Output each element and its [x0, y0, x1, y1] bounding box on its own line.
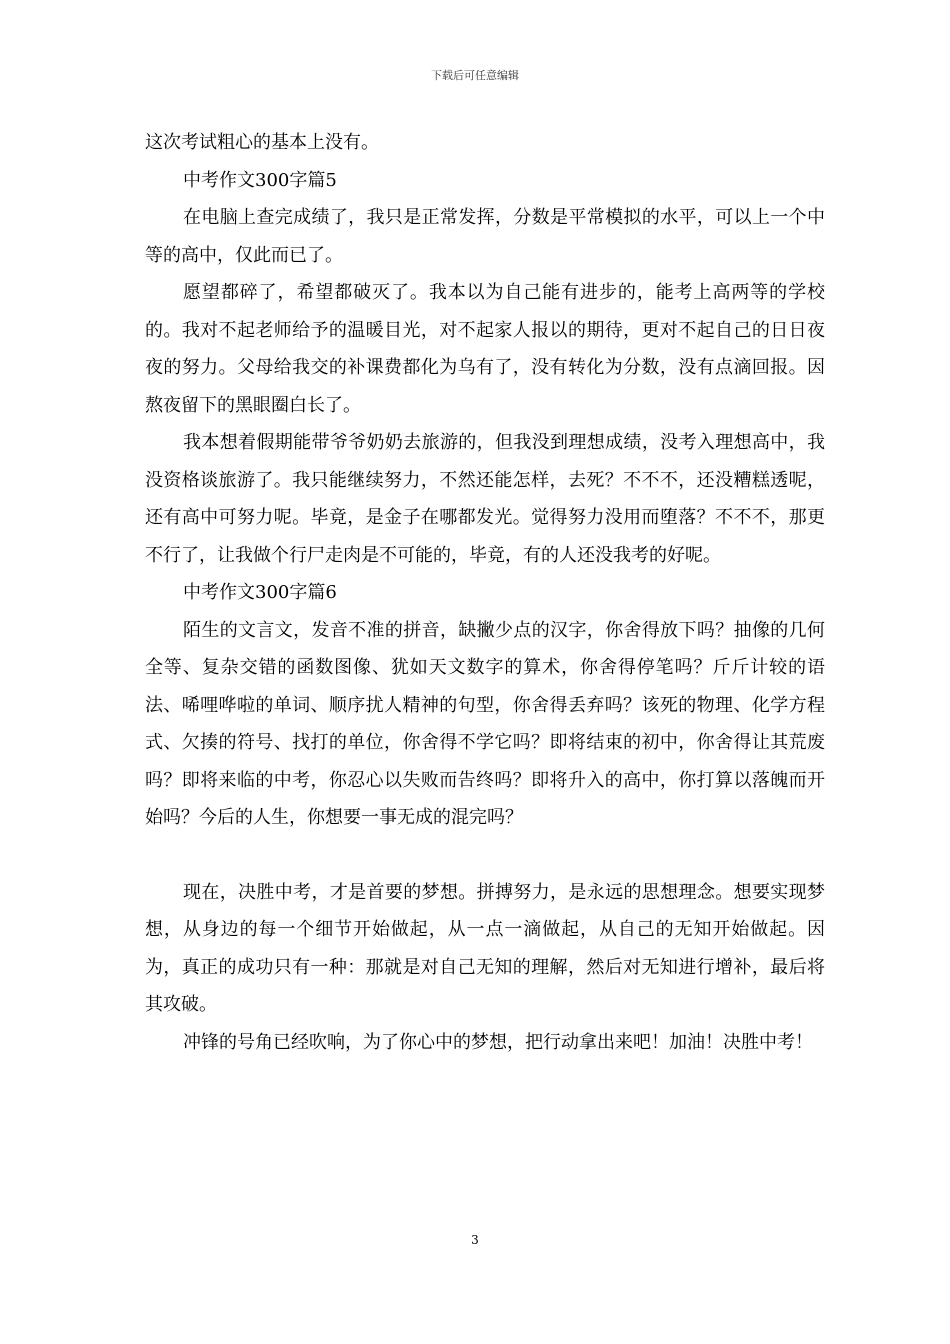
- paragraph: 愿望都碎了，希望都破灭了。我本以为自己能有进步的，能考上高两等的学校的。我对不起老师给予的温暖目光，对不起家人报以的期待，更对不起自己的日日夜夜的努力。父母给我交的补课费都化为乌有了，没有转化为分数，没有点滴回报。因熬夜留下的黑眼圈白长了。: [145, 282, 825, 416]
- paragraph: 现在，决胜中考，才是首要的梦想。拼搏努力，是永远的思想理念。想要实现梦想，从身边的每一个细节开始做起，从一点一滴做起，从自己的无知开始做起。因为，真正的成功只有一种：那就是对自己无知的理解，然后对无知进行增补，最后将其攻破。: [145, 881, 825, 1015]
- page-number: 3: [471, 1233, 479, 1247]
- paragraph-spacer: [145, 837, 825, 874]
- paragraph: 冲锋的号角已经吹响，为了你心中的梦想，把行动拿出来吧！加油！决胜中考！: [183, 1031, 813, 1053]
- paragraph: 在电脑上查完成绩了，我只是正常发挥，分数是平常模拟的水平，可以上一个中等的高中，仅此而已了。: [145, 207, 825, 266]
- paragraph: 这次考试粗心的基本上没有。: [145, 132, 379, 153]
- document-body: [145, 124, 825, 1061]
- section-heading: 中考作文300字篇6: [183, 582, 337, 603]
- paragraph: 陌生的文言文，发音不准的拼音，缺撇少点的汉字，你舍得放下吗？抽像的几何全等、复杂交错的函数图像、犹如天文数字的算术，你舍得停笔吗？斤斤计较的语法、唏哩哗啦的单词、顺序扰人精神的句型，你舍得丢弃吗？该死的物理、化学方程式、欠揍的符号、找打的单位，你舍得不学它吗？即将结束的初中，你舍得让其荒废吗？即将来临的中考，你忍心以失败而告终吗？即将升入的高中，你打算以落魄而开始吗？今后的人生，你想要一事无成的混完吗？: [145, 619, 825, 828]
- section-heading: 中考作文300字篇5: [183, 169, 337, 191]
- paragraph: 我本想着假期能带爷爷奶奶去旅游的，但我没到理想成绩，没考入理想高中，我没资格谈旅游了。我只能继续努力，不然还能怎样，去死？不不不，还没糟糕透呢，还有高中可努力呢。毕竟，是金子在哪都发光。觉得努力没用而堕落？不不不，那更不行了，让我做个行尸走肉是不可能的，毕竟，有的人还没我考的好呢。: [145, 432, 825, 566]
- page-header: 下载后可任意编辑: [431, 69, 519, 82]
